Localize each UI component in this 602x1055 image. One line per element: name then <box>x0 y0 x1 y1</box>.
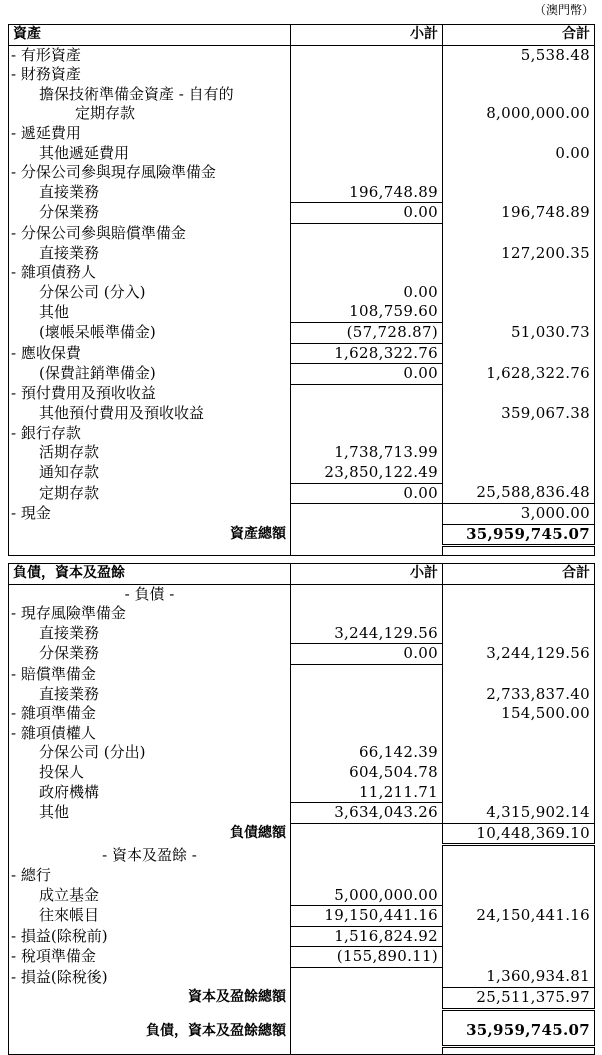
total-cell <box>443 343 595 364</box>
table-row <box>9 704 595 724</box>
row-label: 定期存款 <box>9 104 291 124</box>
row-label: 定期存款 <box>9 483 291 504</box>
total-cell: 1,360,934.81 <box>443 967 595 987</box>
total-cell: 25,588,836.48 <box>443 483 595 504</box>
subtotal-cell <box>291 104 443 124</box>
row-label: (保費註銷準備金) <box>9 364 291 385</box>
row-label: 其他 <box>9 803 291 824</box>
total-cell <box>443 424 595 444</box>
row-label: (壞帳呆帳準備金) <box>9 322 291 343</box>
subtotal-cell: 1,738,713.99 <box>291 443 443 463</box>
total-cell <box>443 302 595 322</box>
row-label: 其他預付費用及預收收益 <box>9 404 291 424</box>
total-cell <box>443 783 595 803</box>
total-cell: 3,000.00 <box>443 504 595 525</box>
subtotal-cell: 0.00 <box>291 644 443 665</box>
spacer-row <box>9 546 595 556</box>
row-label: 活期存款 <box>9 443 291 463</box>
total-cell <box>443 584 595 604</box>
assets-total-label: 資產總額 <box>9 524 291 546</box>
row-label: 通知存款 <box>9 463 291 483</box>
table-row <box>9 483 595 504</box>
table-row <box>9 504 595 525</box>
table-row <box>9 203 595 224</box>
liabilities-header: 負債，資本及盈餘 <box>9 564 291 585</box>
total-cell <box>443 65 595 85</box>
spacer-cell <box>443 1046 595 1054</box>
subtotal-cell: 19,150,441.16 <box>291 906 443 927</box>
total-cell <box>443 886 595 906</box>
subtotal-cell <box>291 223 443 243</box>
table-row <box>9 364 595 385</box>
subtotal-cell <box>291 845 443 866</box>
row-label: - 應收保費 <box>9 343 291 364</box>
table-row <box>9 604 595 624</box>
table-row <box>9 624 595 644</box>
total-cell <box>443 664 595 684</box>
row-label: - 稅項準備金 <box>9 947 291 968</box>
subtotal-cell <box>291 1009 443 1046</box>
row-label: 直接業務 <box>9 244 291 264</box>
total-cell <box>443 223 595 243</box>
subtotal-cell: 0.00 <box>291 283 443 303</box>
row-label: 其他 <box>9 302 291 322</box>
row-label: 政府機構 <box>9 783 291 803</box>
total-cell <box>443 947 595 968</box>
row-label: - 現金 <box>9 504 291 525</box>
subtotal-cell: 0.00 <box>291 483 443 504</box>
subtotal-cell <box>291 967 443 987</box>
subtotal-cell <box>291 384 443 404</box>
table-row <box>9 384 595 404</box>
table-row <box>9 644 595 665</box>
row-label: - 雜項準備金 <box>9 704 291 724</box>
row-label: - 現存風險準備金 <box>9 604 291 624</box>
assets-header-row <box>9 25 595 46</box>
subtotal-cell <box>291 424 443 444</box>
row-label: 分保公司 (分出) <box>9 743 291 763</box>
subtotal-cell: 604,504.78 <box>291 763 443 783</box>
subtotal-cell <box>291 263 443 283</box>
table-row <box>9 104 595 124</box>
spacer-cell <box>9 546 291 556</box>
subtotal-cell <box>291 404 443 424</box>
total-cell: 24,150,441.16 <box>443 906 595 927</box>
table-row <box>9 65 595 85</box>
table-row <box>9 124 595 144</box>
total-header: 合計 <box>443 564 595 585</box>
subtotal-cell <box>291 685 443 705</box>
section-row <box>9 845 595 866</box>
total-cell <box>443 763 595 783</box>
subtotal-cell <box>291 124 443 144</box>
subtotal-header: 小計 <box>291 564 443 585</box>
table-row <box>9 926 595 947</box>
total-cell <box>443 163 595 183</box>
section-label: - 資本及盈餘 - <box>9 845 291 866</box>
subtotal-cell <box>291 724 443 744</box>
subtotal-cell: 11,211.71 <box>291 783 443 803</box>
spacer-cell <box>9 1046 291 1054</box>
row-label: - 損益(除稅後) <box>9 967 291 987</box>
subtotal-cell: 196,748.89 <box>291 183 443 203</box>
table-row <box>9 724 595 744</box>
table-row <box>9 302 595 322</box>
subtotal-cell <box>291 244 443 264</box>
total-cell: 1,628,322.76 <box>443 364 595 385</box>
subtotal-cell: 5,000,000.00 <box>291 886 443 906</box>
row-label: - 預付費用及預收收益 <box>9 384 291 404</box>
table-row <box>9 783 595 803</box>
currency-note: （澳門幣） <box>533 3 594 17</box>
total-cell <box>443 866 595 886</box>
capital-total-row <box>9 987 595 1009</box>
total-cell <box>443 85 595 105</box>
table-row <box>9 223 595 243</box>
table-row <box>9 263 595 283</box>
total-cell: 5,538.48 <box>443 45 595 65</box>
row-label: - 雜項債務人 <box>9 263 291 283</box>
table-row <box>9 244 595 264</box>
total-cell <box>443 183 595 203</box>
subtotal-cell <box>291 504 443 525</box>
row-label: - 總行 <box>9 866 291 886</box>
subtotal-cell: 0.00 <box>291 203 443 224</box>
subtotal-cell <box>291 704 443 724</box>
total-cell <box>443 263 595 283</box>
spacer-cell <box>443 546 595 556</box>
subtotal-cell <box>291 584 443 604</box>
capital-total-value: 25,511,375.97 <box>443 987 595 1009</box>
total-cell <box>443 743 595 763</box>
subtotal-cell <box>291 524 443 546</box>
liabilities-total-label: 負債總額 <box>9 823 291 845</box>
liabilities-total-value: 10,448,369.10 <box>443 823 595 845</box>
row-label: 往來帳目 <box>9 906 291 927</box>
subtotal-cell: (57,728.87) <box>291 322 443 343</box>
total-cell <box>443 926 595 947</box>
grand-total-row <box>9 1009 595 1046</box>
subtotal-cell <box>291 823 443 845</box>
total-cell: 127,200.35 <box>443 244 595 264</box>
table-row <box>9 866 595 886</box>
total-cell <box>443 845 595 866</box>
row-label: 直接業務 <box>9 685 291 705</box>
subtotal-header: 小計 <box>291 25 443 46</box>
row-label: - 賠償準備金 <box>9 664 291 684</box>
table-row <box>9 183 595 203</box>
section-label: - 負債 - <box>9 584 291 604</box>
table-row <box>9 45 595 65</box>
row-label: - 有形資產 <box>9 45 291 65</box>
row-label: - 銀行存款 <box>9 424 291 444</box>
row-label: 成立基金 <box>9 886 291 906</box>
table-row <box>9 664 595 684</box>
total-cell <box>443 604 595 624</box>
subtotal-cell: 1,516,824.92 <box>291 926 443 947</box>
total-cell: 196,748.89 <box>443 203 595 224</box>
subtotal-cell: 66,142.39 <box>291 743 443 763</box>
spacer-cell <box>291 546 443 556</box>
table-row <box>9 463 595 483</box>
subtotal-cell <box>291 65 443 85</box>
row-label: - 分保公司參與賠償準備金 <box>9 223 291 243</box>
subtotal-cell <box>291 85 443 105</box>
subtotal-cell <box>291 45 443 65</box>
table-row <box>9 803 595 824</box>
table-row <box>9 967 595 987</box>
total-header: 合計 <box>443 25 595 46</box>
total-cell: 8,000,000.00 <box>443 104 595 124</box>
assets-total-row <box>9 524 595 546</box>
total-cell: 359,067.38 <box>443 404 595 424</box>
subtotal-cell <box>291 604 443 624</box>
table-row <box>9 85 595 105</box>
capital-total-label: 資本及盈餘總額 <box>9 987 291 1009</box>
row-label: - 雜項債權人 <box>9 724 291 744</box>
subtotal-cell: 23,850,122.49 <box>291 463 443 483</box>
section-row <box>9 584 595 604</box>
row-label: 其他遞延費用 <box>9 144 291 164</box>
row-label: 直接業務 <box>9 183 291 203</box>
row-label: - 分保公司參與現存風險準備金 <box>9 163 291 183</box>
row-label: 分保公司 (分入) <box>9 283 291 303</box>
subtotal-cell <box>291 163 443 183</box>
subtotal-cell: 108,759.60 <box>291 302 443 322</box>
table-row <box>9 163 595 183</box>
total-cell: 0.00 <box>443 144 595 164</box>
table-row <box>9 404 595 424</box>
total-cell: 4,315,902.14 <box>443 803 595 824</box>
subtotal-cell <box>291 987 443 1009</box>
subtotal-cell <box>291 144 443 164</box>
total-cell <box>443 384 595 404</box>
assets-table <box>8 24 595 556</box>
grand-total-label: 負債，資本及盈餘總額 <box>9 1009 291 1046</box>
total-cell: 3,244,129.56 <box>443 644 595 665</box>
table-row <box>9 685 595 705</box>
assets-total-value: 35,959,745.07 <box>443 524 595 546</box>
table-row <box>9 886 595 906</box>
row-label: 分保業務 <box>9 644 291 665</box>
row-label: 分保業務 <box>9 203 291 224</box>
grand-total-value: 35,959,745.07 <box>443 1009 595 1046</box>
total-cell: 2,733,837.40 <box>443 685 595 705</box>
total-cell <box>443 463 595 483</box>
total-cell <box>443 624 595 644</box>
total-cell: 154,500.00 <box>443 704 595 724</box>
subtotal-cell: 3,244,129.56 <box>291 624 443 644</box>
liabilities-header-row <box>9 564 595 585</box>
subtotal-cell: 0.00 <box>291 364 443 385</box>
row-label: 擔保技術準備金資產 - 自有的 <box>9 85 291 105</box>
row-label: 直接業務 <box>9 624 291 644</box>
total-cell <box>443 443 595 463</box>
liabilities-total-row <box>9 823 595 845</box>
table-row <box>9 283 595 303</box>
table-row <box>9 343 595 364</box>
table-row <box>9 763 595 783</box>
row-label: - 財務資產 <box>9 65 291 85</box>
table-row <box>9 743 595 763</box>
subtotal-cell <box>291 664 443 684</box>
table-row <box>9 424 595 444</box>
subtotal-cell: 1,628,322.76 <box>291 343 443 364</box>
liabilities-table <box>8 563 595 1055</box>
table-row <box>9 144 595 164</box>
total-cell: 51,030.73 <box>443 322 595 343</box>
table-row <box>9 443 595 463</box>
row-label: - 遞延費用 <box>9 124 291 144</box>
total-cell <box>443 724 595 744</box>
table-row <box>9 906 595 927</box>
spacer-row <box>9 1046 595 1054</box>
subtotal-cell: (155,890.11) <box>291 947 443 968</box>
row-label: 投保人 <box>9 763 291 783</box>
table-row <box>9 322 595 343</box>
total-cell <box>443 283 595 303</box>
spacer-cell <box>291 1046 443 1054</box>
subtotal-cell: 3,634,043.26 <box>291 803 443 824</box>
subtotal-cell <box>291 866 443 886</box>
assets-header: 資產 <box>9 25 291 46</box>
table-row <box>9 947 595 968</box>
row-label: - 損益(除稅前) <box>9 926 291 947</box>
total-cell <box>443 124 595 144</box>
